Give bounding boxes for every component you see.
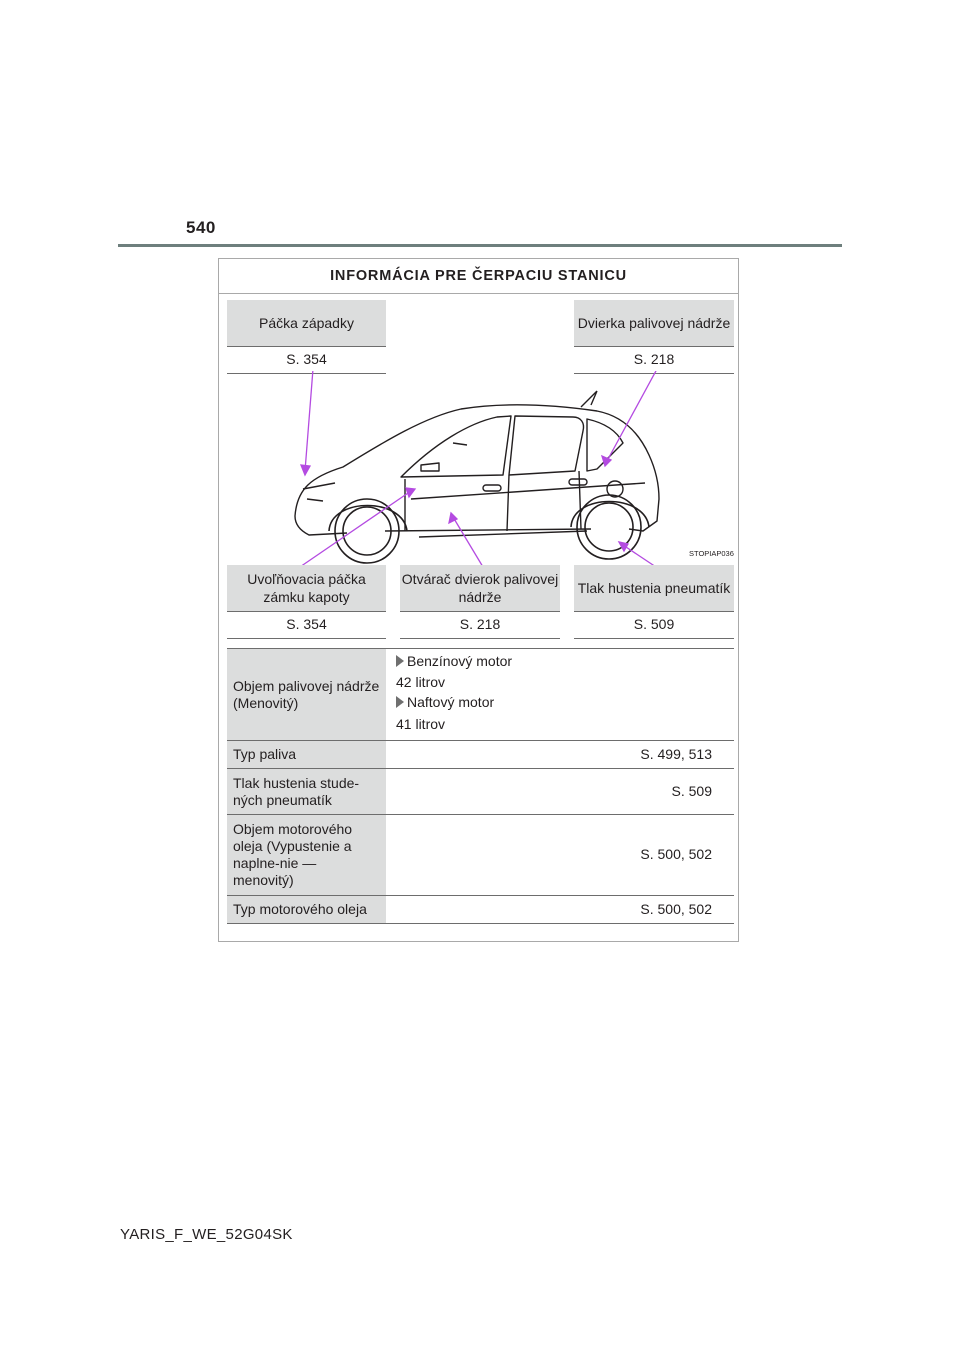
triangle-bullet-icon bbox=[396, 696, 404, 708]
engine-type: Benzínový motor bbox=[396, 653, 512, 669]
capacity-value: 42 litrov bbox=[396, 674, 446, 690]
document-footer: YARIS_F_WE_52G04SK bbox=[120, 1226, 293, 1243]
spec-row-fuel-type bbox=[227, 741, 734, 768]
spec-row-oil-capacity bbox=[227, 815, 734, 895]
spec-label: Objem motorového oleja (Vypustenie a naplne-nie — menovitý) bbox=[227, 815, 386, 895]
spec-value: S. 509 bbox=[671, 783, 712, 799]
table-rule bbox=[227, 923, 734, 924]
hood-release-page: S. 354 bbox=[286, 616, 327, 632]
fuel-opener-page: S. 218 bbox=[459, 616, 501, 632]
spec-label: Typ paliva bbox=[227, 741, 386, 768]
spec-label: Typ motorového oleja bbox=[227, 896, 386, 923]
capacity-value: 41 litrov bbox=[396, 716, 446, 732]
tire-pressure-page: S. 509 bbox=[633, 616, 675, 632]
latch-lever-page: S. 354 bbox=[286, 351, 327, 367]
header-rule bbox=[118, 244, 842, 247]
divider bbox=[574, 638, 734, 639]
divider bbox=[227, 638, 386, 639]
info-box bbox=[218, 258, 739, 942]
fuel-door-label: Dvierka palivovej nádrže bbox=[574, 300, 734, 346]
image-code: STOPIAP036 bbox=[689, 549, 734, 558]
tire-pressure-label: Tlak hustenia pneumatík bbox=[574, 565, 734, 611]
spec-row-oil-type bbox=[227, 896, 734, 923]
spec-value: S. 500, 502 bbox=[640, 846, 712, 862]
divider bbox=[400, 638, 560, 639]
engine-type: Naftový motor bbox=[396, 694, 494, 710]
hood-release-label: Uvoľňovacia páčka zámku kapoty bbox=[227, 565, 386, 611]
page-number: 540 bbox=[186, 218, 216, 237]
spec-value: S. 500, 502 bbox=[640, 901, 712, 917]
triangle-bullet-icon bbox=[396, 655, 404, 667]
section-title: INFORMÁCIA PRE ČERPACIU STANICU bbox=[219, 259, 738, 294]
spec-row-cold-tire-pressure bbox=[227, 769, 734, 814]
spec-value: S. 499, 513 bbox=[640, 746, 712, 762]
spec-row-fuel-capacity bbox=[227, 649, 734, 740]
spec-label: Tlak hustenia stude-ných pneumatík bbox=[227, 769, 386, 814]
fuel-door-page: S. 218 bbox=[633, 351, 675, 367]
latch-lever-label: Páčka západky bbox=[227, 300, 386, 346]
fuel-opener-label: Otvárač dvierok palivovej nádrže bbox=[400, 565, 560, 611]
spec-label: Objem palivovej nádrže (Menovitý) bbox=[227, 649, 386, 740]
